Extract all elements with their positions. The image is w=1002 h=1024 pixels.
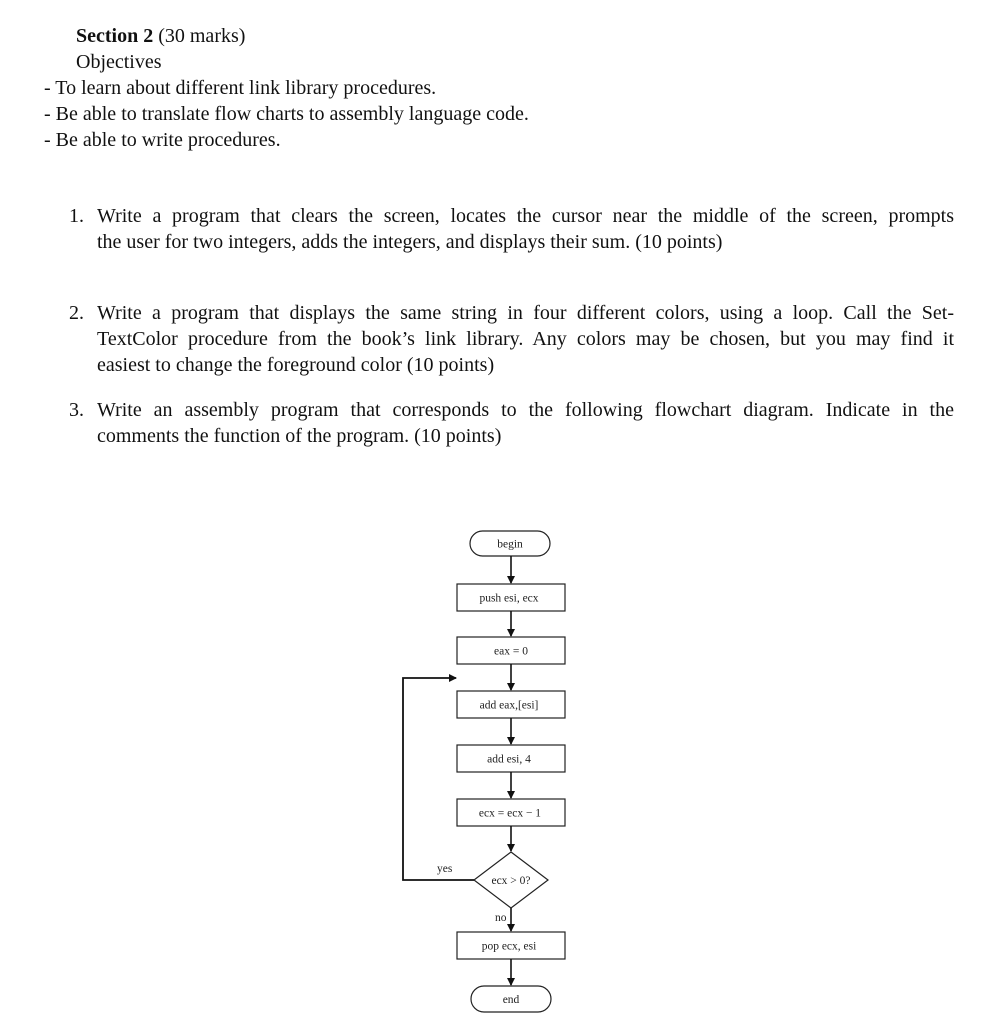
yes-label: yes bbox=[437, 863, 453, 875]
question-number: 3. bbox=[69, 399, 84, 421]
objective-item: - Be able to translate flow charts to assembly language code. bbox=[44, 103, 529, 125]
objective-item: - Be able to write procedures. bbox=[44, 129, 281, 151]
section-title-bold: Section 2 bbox=[76, 25, 154, 47]
question-line: Write a program that clears the screen, locates the cursor near the middle of the screen, prompts bbox=[97, 205, 954, 227]
question-number: 1. bbox=[69, 205, 84, 227]
add-pointer-label: add esi, 4 bbox=[487, 753, 531, 766]
begin-label: begin bbox=[497, 538, 523, 551]
end-label: end bbox=[502, 994, 520, 1006]
add-value-label: add eax,[esi] bbox=[479, 699, 539, 712]
objectives-label: Objectives bbox=[76, 51, 162, 73]
question-line: Write an assembly program that corresponds to the following flowchart diagram. Indicate in the bbox=[97, 399, 954, 421]
question-line: the user for two integers, adds the integers, and displays their sum. (10 points) bbox=[97, 231, 723, 253]
no-label: no bbox=[495, 912, 507, 924]
decision-label: ecx > 0? bbox=[491, 875, 531, 887]
section-marks: (30 marks) bbox=[153, 25, 246, 47]
init-label: eax = 0 bbox=[494, 645, 528, 658]
question-line: TextColor procedure from the book’s link library. Any colors may be chosen, but you may find it bbox=[97, 328, 954, 350]
question-line: Write a program that displays the same string in four different colors, using a loop. Call the Set- bbox=[97, 302, 954, 324]
pop-label: pop ecx, esi bbox=[481, 940, 537, 953]
push-label: push esi, ecx bbox=[479, 592, 539, 605]
question-line: easiest to change the foreground color (10 points) bbox=[97, 354, 495, 376]
question-number: 2. bbox=[69, 302, 84, 324]
decrement-label: ecx = ecx − 1 bbox=[478, 807, 542, 820]
question-line: comments the function of the program. (10 points) bbox=[97, 425, 502, 447]
objective-item: - To learn about different link library procedures. bbox=[44, 77, 437, 99]
